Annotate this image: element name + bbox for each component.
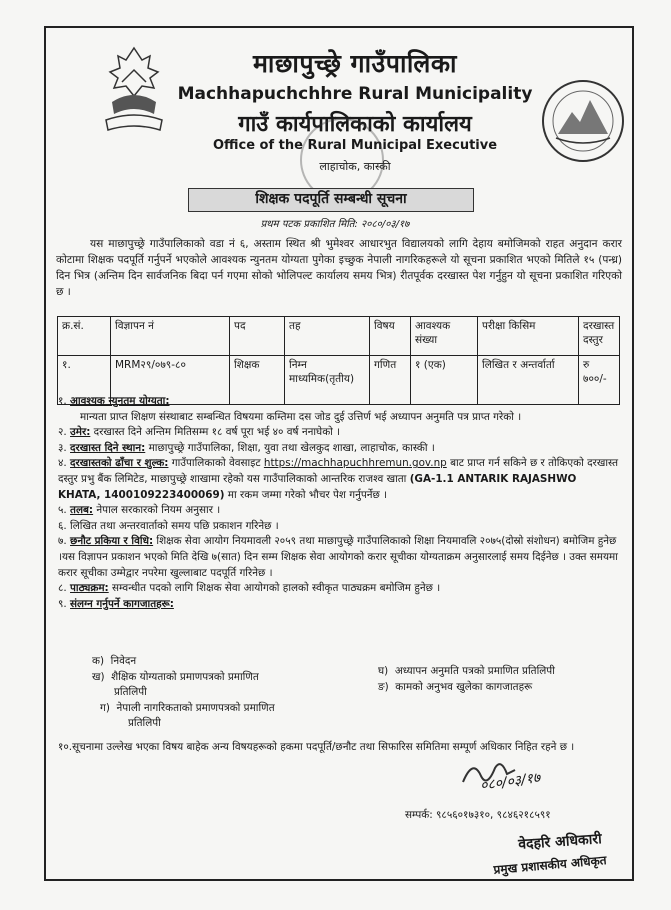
col-exam-type: परीक्षा किसिम xyxy=(478,317,579,356)
doc-item: ख) शैक्षिक योग्यताको प्रमाणपत्रको प्रमाणित xyxy=(92,670,259,683)
website-link[interactable]: https://machhapuchhremun.gov.np xyxy=(263,457,447,470)
published-date: प्रथम पटक प्रकाशित मिति: २०८०/०३/१७ xyxy=(260,219,410,230)
list-item: ८. पाठ्यक्रम: सम्वन्धीत पदको लागि शिक्षक सेवा आयोगको हालको स्वीकृत पाठ्यक्रम बमोजिम हुनेछ । xyxy=(58,582,441,595)
cell-required-count: १ (एक) xyxy=(411,356,478,405)
office-address: लाहाचोक, कास्की xyxy=(319,160,391,173)
col-serial: क्र.सं. xyxy=(58,317,111,356)
table-header-row xyxy=(58,317,620,356)
doc-item: घ) अध्यापन अनुमति पत्रको प्रमाणित प्रतिलिपी xyxy=(378,665,555,677)
col-required-count: आवश्यक संख्या xyxy=(411,317,478,356)
list-item: १०.सूचनामा उल्लेख भएका विषय बाहेक अन्य विषयहरूको हकमा पदपूर्ति/छनौट तथा सिफारिस समितिमा सम्पूर्ण अधिकार निहित रहने छ । xyxy=(58,741,575,753)
col-post: पद xyxy=(230,317,285,356)
cell-exam-type: लिखित र अन्तर्वार्ता xyxy=(478,356,579,405)
officer-name: वेदहरि अधिकारी xyxy=(517,831,603,853)
office-name-en: Office of the Rural Municipal Executive xyxy=(212,138,498,153)
vacancy-table xyxy=(57,316,620,405)
municipality-name-np: माछापुच्छ्रे गाउँपालिका xyxy=(252,49,458,78)
handwritten-date: ०८०/०३/१७ xyxy=(479,769,542,795)
col-subject: विषय xyxy=(370,317,411,356)
cell-post: शिक्षक xyxy=(230,356,285,405)
officer-title: प्रमुख प्रशासकीय अधिकृत xyxy=(492,853,608,877)
cell-ad-number: MRM२९/०७९-८० xyxy=(111,356,230,405)
intro-paragraph: यस माछापुच्छ्रे गाउँपालिकाको वडा नं ६, अस्ताम स्थित श्री भुमेश्वर आधारभुत विद्यालयको लागि देहाय बमोजिमको राहत अनुदान करार कोटामा शिक्षक पदपूर्ति गर्नुपर्ने भएकोले आवश्यक न्युनतम योग्यता पुगेका इच्छुक नेपाली नागरिकहरूले यो सूचना प्रकाशित भएको मितिले १५ (पन्ध्र) दिन भित्र (अन्तिम दिन सार्वजनिक बिदा पर्न गएमा सोको भोलिपल्ट कार्यालय समय भित्र) रीतपूर्वक दरखास्त पेश गर्नुहुन यो सूचना प्रकाशित गरिएको छ । xyxy=(56,238,622,298)
contact-numbers: सम्पर्क: ९८५६०१७३१०, ९८४६२१८५९१ xyxy=(405,809,551,821)
list-item: ६. लिखित तथा अन्तरवार्ताको समय पछि प्रकाशन गरिनेछ । xyxy=(58,519,279,532)
list-item: ७. छनौट प्रकिया र विधि: शिक्षक सेवा आयोग नियमावली २०५९ तथा माछापुच्छ्रे गाउँपालिकाको शिक्षा नियमावलि २०७५(दोस्रो संशोधन) बमोजिम हुनेछ ।यस विज्ञापन प्रकाशन भएको मिति देखि ७(सात) दिन सम्म शिक्षक सेवा आयोगको करार सूचीका योग्यताक्रम अनुसारलाई समय दिईनेछ । उक्त समयमा करार सूचीका उम्मेद्वार नपरेमा खुल्लाबाट पदपूर्ति गरिनेछ । xyxy=(58,535,618,579)
municipality-logo-icon xyxy=(540,78,626,164)
list-item: ३. दरखास्त दिने स्थान: माछापुच्छ्रे गाउँपालिका, शिक्षा, युवा तथा खेलकुद शाखा, लाहाचोक, कास्की । xyxy=(58,441,435,454)
col-ad-number: विज्ञापन नं xyxy=(111,317,230,356)
requirements-list xyxy=(58,394,622,612)
cell-serial: १. xyxy=(58,356,111,405)
documents-right xyxy=(378,664,628,695)
col-level: तह xyxy=(285,317,370,356)
nepal-emblem-icon xyxy=(98,42,170,134)
list-item: २. उमेर: दरखास्त दिने अन्तिम मितिसम्म १८ वर्ष पूरा भई ४० वर्ष ननाघेको । xyxy=(58,426,341,439)
list-item: १. आवश्यक न्युनतम योग्यता: xyxy=(58,395,170,407)
list-item: ५. तलब: नेपाल सरकारको नियम अनुसार । xyxy=(58,504,221,517)
list-item-text: मान्यता प्राप्त शिक्षण संस्थाबाट सम्बन्धित विषयमा कम्तिमा दस जोड दुई उत्तिर्ण भई अध्यापन अनुमति पत्र प्राप्त गरेको । xyxy=(80,410,522,423)
cell-fee: रु ७००/- xyxy=(579,356,620,405)
cell-level: निम्न माध्यमिक(तृतीय) xyxy=(285,356,370,405)
list-item: ९. संलग्न गर्नुपर्ने कागजातहरू: xyxy=(58,597,174,610)
doc-item: ग) नेपाली नागरिकताको प्रमाणपत्रको प्रमाणित xyxy=(100,701,275,714)
notice-title: शिक्षक पदपूर्ति सम्बन्धी सूचना xyxy=(188,188,474,212)
doc-item: क) निवेदन xyxy=(92,655,137,667)
office-name-np: गाउँ कार्यपालिकाको कार्यालय xyxy=(238,112,472,137)
cell-subject: गणित xyxy=(370,356,411,405)
municipality-name-en: Machhapuchchhre Rural Municipality xyxy=(177,84,533,104)
list-item: ४. दरखास्तको ढाँचा र शुल्क: गाउँपालिकाको वेवसाइट https://machhapuchhremun.gov.np बाट प्राप्त गर्न सकिने छ र तोकिएको दरखास्त दस्तुर प्रभु बैंक लिमिटेड, माछापुच्छ्रे शाखामा रहेको यस गाउँपालिकाको आन्तरिक राजश्व खाता (GA-1.1 ANTARIK RAJASHWO KHATA, 1400109223400069) मा रकम जम्मा गरेको भौचर पेश गर्नुपर्नेछ । xyxy=(58,457,619,501)
documents-left: क) निवेदन ख) शैक्षिक योग्यताको प्रमाणपत्रको प्रमाणित प्रतिलिपी ग) नेपाली नागरिकताको प्रमाणपत्रको प्रमाणित प्रतिलिपी xyxy=(92,654,352,732)
col-fee: दरखास्त दस्तुर xyxy=(579,317,620,356)
doc-item: ङ) कामको अनुभव खुलेका कागजातहरू xyxy=(378,680,533,693)
